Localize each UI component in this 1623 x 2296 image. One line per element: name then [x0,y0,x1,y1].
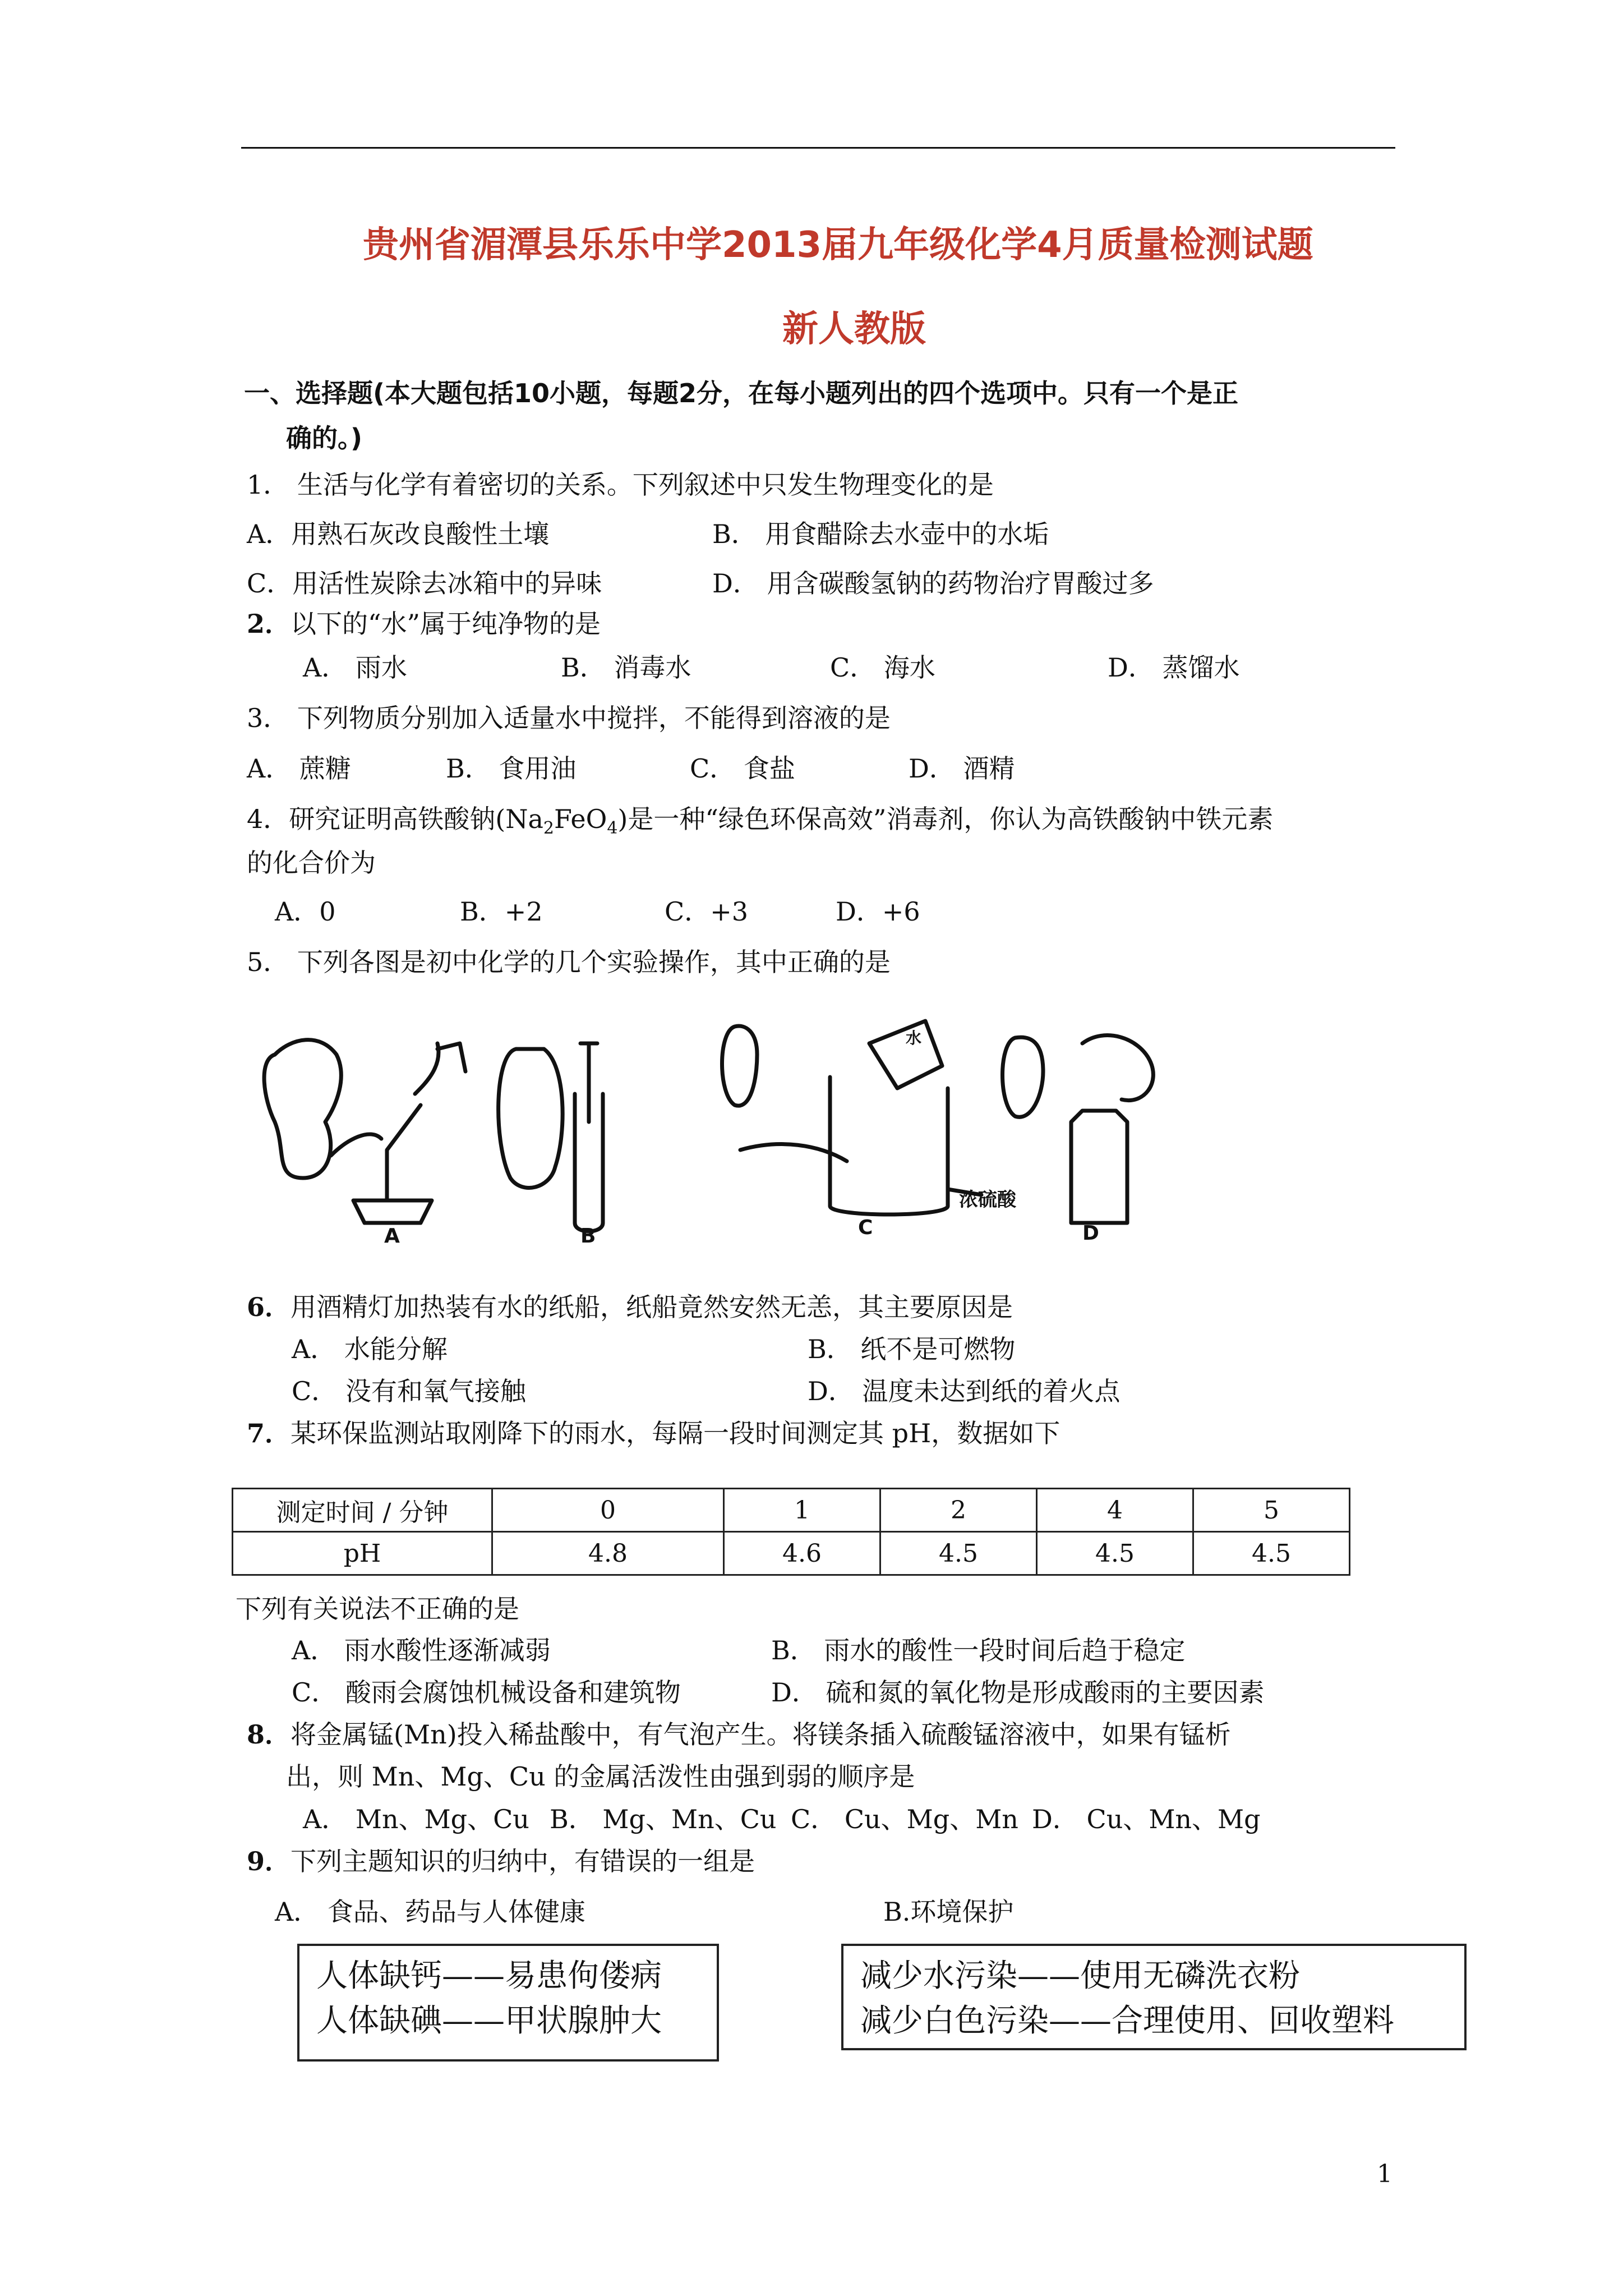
q2-option-d: D． 蒸馏水 [1108,652,1240,683]
q4-sub1: 2 [543,818,554,839]
q4-stem-line2: 的化合价为 [247,848,376,878]
q4-stem-part3: )是一种“绿色环保高效”消毒剂，你认为高铁酸钠中铁元素 [617,804,1274,834]
q3-option-b: B． 食用油 [446,753,577,784]
q7-text: 某环保监测站取刚降下的雨水，每隔一段时间测定其 pH，数据如下 [291,1418,1061,1448]
q2-text: 以下的“水”属于纯净物的是 [291,609,601,639]
q8-stem [247,1718,1231,1751]
q2-option-a: A． 雨水 [303,652,407,683]
figure-label-d: D [1082,1222,1099,1245]
q8-number: 8． [247,1719,291,1750]
q7-stem [247,1416,1060,1450]
page-subtitle: 新人教版 [782,309,926,350]
header-rule [241,147,1395,149]
q7-number: 7． [247,1418,291,1448]
table-cell: 4.6 [724,1532,880,1575]
q6-option-a: A． 水能分解 [292,1334,448,1364]
figure-label-a: A [384,1225,400,1245]
page-title: 贵州省湄潭县乐乐中学2013届九年级化学4月质量检测试题 [363,224,1313,266]
section-heading: 一、选择题(本大题包括10小题，每题2分，在每小题列出的四个选项中。只有一个是正 [244,378,1239,408]
table-cell: 5 [1193,1489,1350,1532]
q4-stem [247,802,1273,845]
q9-box-a [297,1944,719,2062]
q8-text: 将金属锰(Mn)投入稀盐酸中，有气泡产生。将镁条插入硫酸锰溶液中，如果有锰析 [291,1719,1231,1750]
q9-box-b [841,1944,1467,2050]
box-b-line: 减少白色污染——合理使用、回收塑料 [860,2003,1394,2039]
q4-option-a: A．0 [275,896,336,927]
q9-number: 9． [247,1846,291,1876]
q2-stem [247,607,601,641]
table-cell: 4 [1037,1489,1193,1532]
q7-after: 下列有关说法不正确的是 [236,1594,519,1624]
table-cell: 4.8 [492,1532,724,1575]
table-row [233,1489,1350,1532]
box-a-line: 人体缺碘——甲状腺肿大 [316,2003,662,2039]
q3-option-d: D． 酒精 [909,753,1015,784]
q5-stem: 5． 下列各图是初中化学的几个实验操作，其中正确的是 [247,947,891,977]
q6-stem [247,1290,1013,1324]
q4-stem-part2: FeO [554,804,607,834]
q7-option-a: A． 雨水酸性逐渐减弱 [292,1635,551,1665]
figure-label-acid: 浓硫酸 [959,1189,1016,1211]
q4-option-d: D．+6 [836,896,920,927]
q1-option-a: A．用熟石灰改良酸性土壤 [247,519,550,549]
q9-option-a-title: A． 食品、药品与人体健康 [275,1897,585,1927]
q9-option-b-title: B.环境保护 [883,1897,1014,1927]
q3-option-a: A． 蔗糖 [247,753,351,784]
figure-b-dropper [499,1043,603,1231]
box-a-line: 人体缺钙——易患佝偻病 [316,1958,662,1994]
page-number: 1 [1377,2160,1393,2188]
figure-d-smelling [1003,1036,1154,1223]
q6-number: 6． [247,1292,291,1322]
q4-sub2: 4 [607,818,618,839]
q4-option-c: C．+3 [665,896,749,927]
section-heading-cont: 确的。) [286,423,363,453]
figure-a-alcohol-lamp [264,1040,465,1223]
q8-option-d: D． Cu、Mn、Mg [1032,1804,1261,1834]
q1-option-d: D． 用含碳酸氢钠的药物治疗胃酸过多 [712,568,1154,599]
q1-stem: 1． 生活与化学有着密切的关系。下列叙述中只发生物理变化的是 [247,470,994,500]
q9-text: 下列主题知识的归纳中，有错误的一组是 [291,1846,755,1876]
q6-text: 用酒精灯加热装有水的纸船，纸船竟然安然无恙，其主要原因是 [291,1292,1013,1322]
q3-stem: 3． 下列物质分别加入适量水中搅拌，不能得到溶液的是 [247,703,891,733]
q9-stem [247,1844,755,1878]
q6-option-b: B． 纸不是可燃物 [808,1334,1016,1364]
table-cell: 0 [492,1489,724,1532]
table-cell: 4.5 [1037,1532,1193,1575]
q4-option-b: B．+2 [460,896,543,927]
table-cell: pH [233,1532,492,1575]
figure-label-c: C [858,1216,873,1239]
q7-option-b: B． 雨水的酸性一段时间后趋于稳定 [771,1635,1186,1665]
table-cell: 4.5 [880,1532,1037,1575]
q8-option-c: C． Cu、Mg、Mn [791,1804,1018,1834]
q4-stem-part1: 4．研究证明高铁酸钠(Na [247,804,543,834]
q1-option-b: B． 用食醋除去水壶中的水垢 [712,519,1049,549]
table-cell: 测定时间 / 分钟 [233,1489,492,1532]
table-cell: 4.5 [1193,1532,1350,1575]
experiment-figure [252,1010,1262,1245]
ph-data-table [232,1488,1350,1576]
q8-option-a: A． Mn、Mg、Cu [303,1804,529,1834]
figure-label-water: 水 [906,1029,922,1047]
q7-option-d: D． 硫和氮的氧化物是形成酸雨的主要因素 [771,1677,1265,1708]
figure-c-dilution [722,1021,982,1214]
q8-option-b: B． Mg、Mn、Cu [550,1804,777,1834]
q2-option-c: C． 海水 [830,652,935,683]
figure-label-b: B [580,1225,596,1245]
table-cell: 1 [724,1489,880,1532]
box-b-line: 减少水污染——使用无磷洗衣粉 [860,1958,1300,1994]
table-cell: 2 [880,1489,1037,1532]
q6-option-d: D． 温度未达到纸的着火点 [808,1376,1121,1406]
q3-option-c: C． 食盐 [690,753,795,784]
q7-option-c: C． 酸雨会腐蚀机械设备和建筑物 [292,1677,681,1708]
q2-option-b: B． 消毒水 [561,652,691,683]
q1-option-c: C．用活性炭除去冰箱中的异味 [247,568,602,599]
q6-option-c: C． 没有和氧气接触 [292,1376,526,1406]
table-row [233,1532,1350,1575]
q8-stem-line2: 出，则 Mn、Mg、Cu 的金属活泼性由强到弱的顺序是 [286,1761,915,1792]
q2-number: 2． [247,609,291,639]
